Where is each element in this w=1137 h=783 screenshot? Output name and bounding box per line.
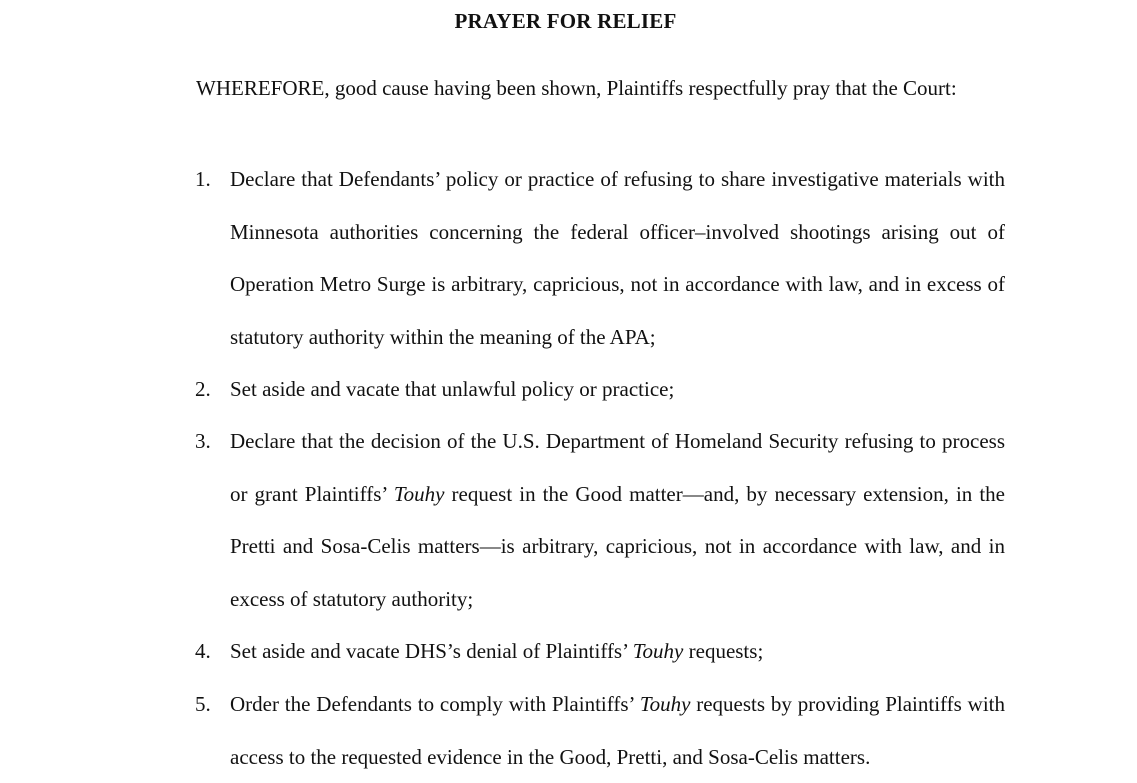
section-heading: PRAYER FOR RELIEF: [454, 9, 677, 33]
item-number: 4.: [195, 639, 211, 663]
item-number: 5.: [195, 692, 211, 716]
item-number: 3.: [195, 429, 211, 453]
item-text: Declare that Defendants’ policy or practice of refusing to share investigative materials with Minnesota authorities concerning the federal officer–involved shootings arising out of Operation Metro Surge is arbitrary, capricious, not in accordance with law, and in excess of statutory authority within the meaning of the APA;: [230, 167, 1005, 349]
item-text: Declare that the decision of the U.S. Department of Homeland Security refusing to process or grant Plaintiffs’ Touhy request in the Good matter—and, by necessary extension, in the Pretti and Sosa-Celis matters—is arbitrary, capricious, not in accordance with law, and in excess of statutory authority;: [230, 429, 1005, 611]
item-number: 2.: [195, 377, 211, 401]
item-text: Order the Defendants to comply with Plaintiffs’ Touhy requests by providing Plaintiffs with access to the requested evidence in the Good, Pretti, and Sosa-Celis matters.: [230, 692, 1005, 769]
item-number: 1.: [195, 167, 211, 191]
item-text: Set aside and vacate that unlawful policy or practice;: [230, 377, 675, 401]
intro-paragraph: WHEREFORE, good cause having been shown, Plaintiffs respectfully pray that the Court:: [196, 76, 957, 100]
item-text: Set aside and vacate DHS’s denial of Plaintiffs’ Touhy requests;: [230, 639, 764, 663]
